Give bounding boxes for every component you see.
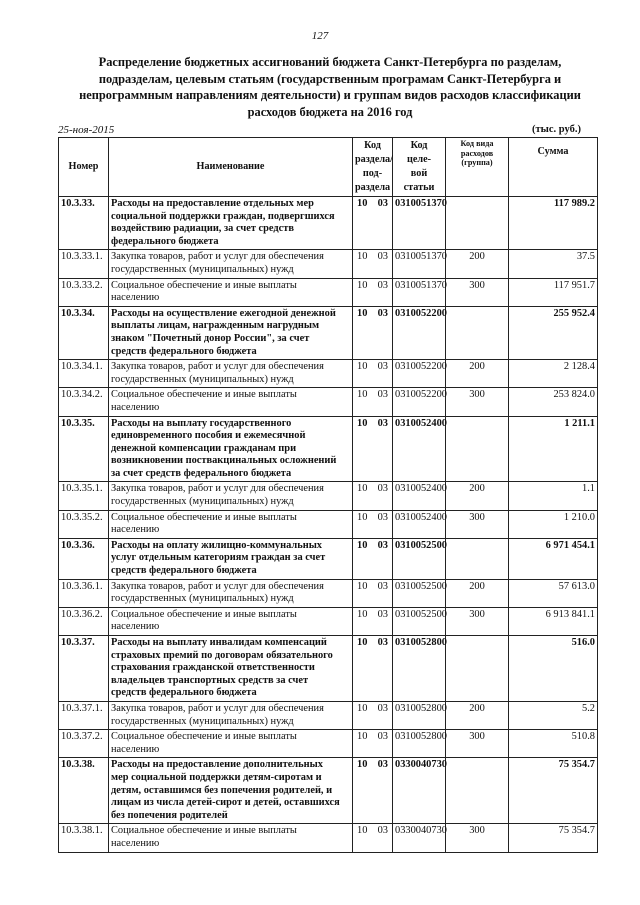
row-section-code [353,701,393,729]
row-name [109,538,353,579]
table-row [59,510,598,538]
section-code: 10 [357,198,368,209]
row-number: 10.3.33. [59,197,109,250]
row-section-code [353,388,393,416]
section-code: 10 [357,307,368,319]
row-expense-type-code [446,538,509,579]
subsection-code: 03 [377,483,388,495]
row-amount: 75 354.7 [509,824,598,852]
row-name-line: государственных (муниципальных) нужд [111,263,294,275]
row-section-code [353,607,393,635]
row-amount: 1.1 [509,482,598,510]
row-name-line: Расходы на предоставление отдельных мер [111,198,314,209]
row-number: 10.3.35.2. [59,510,109,538]
row-name-line: детям, оставшимся без попечения родителей, и [111,784,333,796]
title-line: подразделам, целевым статьям (государственным програмам Санкт-Петербурга и [98,71,562,86]
row-name-line: населению [111,401,160,413]
row-name-line: Расходы на осуществление ежегодной денежной [111,307,336,319]
subsection-code: 03 [377,702,388,714]
row-section-code [353,416,393,482]
row-name [109,701,353,729]
header-name: Наименование [109,138,353,197]
row-expense-type-code: 200 [446,579,509,607]
row-name [109,482,353,510]
header-article-code: Код целе- вой статьи [393,138,446,197]
row-name-line: выплаты лицам, награжденным нагрудным [111,320,320,332]
units-label: (тыс. руб.) [532,124,581,135]
row-name-line: Расходы на оплату жилищно-коммунальных [111,539,322,551]
row-section-code [353,250,393,278]
row-article-code: 0310052400 [393,510,446,538]
row-number: 10.3.37. [59,636,109,702]
row-section-code [353,197,393,250]
row-name [109,306,353,359]
subsection-code: 03 [377,580,388,592]
section-code: 10 [357,702,368,714]
row-article-code: 0310052200 [393,360,446,388]
subsection-code: 03 [377,198,388,209]
section-code: 10 [357,417,368,429]
row-name-line: денежной компенсации гражданам при [111,442,297,454]
row-expense-type-code [446,306,509,359]
subsection-code: 03 [377,608,388,620]
subsection-code: 03 [377,279,388,291]
subsection-code: 03 [377,539,388,551]
row-section-code [353,730,393,758]
row-amount: 1 211.1 [509,416,598,482]
row-expense-type-code [446,416,509,482]
row-name-line: Закупка товаров, работ и услуг для обеспечения [111,702,324,714]
row-name-line: населению [111,292,160,304]
row-section-code [353,482,393,510]
table-row [59,730,598,758]
row-amount: 2 128.4 [509,360,598,388]
section-code: 10 [357,483,368,495]
report-date: 25-ноя-2015 [58,124,115,136]
row-article-code: 0310052500 [393,579,446,607]
row-article-code: 0310052800 [393,730,446,758]
row-name-line: знаком "Почетный донор России", за счет [111,332,310,344]
section-code: 10 [357,279,368,291]
row-section-code [353,278,393,306]
row-name [109,416,353,482]
row-name-line: населению [111,524,160,536]
row-name-line: средств федерального бюджета [111,687,257,699]
subsection-code: 03 [377,417,388,429]
row-amount: 510.8 [509,730,598,758]
budget-table [58,137,598,853]
row-section-code [353,824,393,852]
row-expense-type-code: 300 [446,607,509,635]
subsection-code: 03 [377,637,388,648]
row-number: 10.3.35. [59,416,109,482]
row-name-line: Социальное обеспечение и иные выплаты [111,279,297,291]
table-row [59,636,598,702]
row-article-code: 0310051370 [393,250,446,278]
header-section-code: Код раздела/ под- раздела [353,138,393,197]
row-amount: 117 951.7 [509,278,598,306]
row-amount: 5.2 [509,701,598,729]
row-name-line: Расходы на выплату государственного [111,417,292,429]
row-name-line: владельцев транспортных средств за счет [111,674,309,686]
row-name [109,360,353,388]
row-name-line: Закупка товаров, работ и услуг для обеспечения [111,251,324,263]
row-name [109,607,353,635]
title-line: Распределение бюджетных ассигнований бюджета Санкт-Петербурга по разделам, [98,55,562,69]
row-name-line: государственных (муниципальных) нужд [111,373,294,385]
row-expense-type-code: 200 [446,250,509,278]
row-name-line: Социальное обеспечение и иные выплаты [111,511,297,523]
row-name-line: Расходы на выплату инвалидам компенсаций [111,637,327,648]
row-amount: 75 354.7 [509,758,598,824]
subsection-code: 03 [377,825,388,837]
row-amount: 6 971 454.1 [509,538,598,579]
row-amount: 1 210.0 [509,510,598,538]
row-section-code [353,636,393,702]
section-code: 10 [357,731,368,743]
row-name [109,758,353,824]
row-name-line: населению [111,743,160,755]
row-name-line: федерального бюджета [111,235,219,247]
header-amount: Сумма [509,138,598,197]
row-amount: 6 913 841.1 [509,607,598,635]
row-name-line: средств федерального бюджета [111,565,257,577]
row-article-code: 0310052200 [393,388,446,416]
title-line: расходов бюджета на 2016 год [247,104,413,119]
row-article-code: 0330040730 [393,758,446,824]
row-name [109,510,353,538]
section-code: 10 [357,539,368,551]
row-expense-type-code: 200 [446,360,509,388]
row-number: 10.3.38.1. [59,824,109,852]
row-number: 10.3.37.1. [59,701,109,729]
row-article-code: 0310052500 [393,538,446,579]
row-name-line: государственных (муниципальных) нужд [111,715,294,727]
row-article-code: 0310052400 [393,416,446,482]
section-code: 10 [357,251,368,263]
row-section-code [353,758,393,824]
row-article-code: 0310052500 [393,607,446,635]
row-name [109,730,353,758]
row-article-code: 0310052800 [393,636,446,702]
row-article-code: 0310051370 [393,197,446,250]
table-row [59,360,598,388]
row-expense-type-code: 300 [446,824,509,852]
row-section-code [353,306,393,359]
row-name [109,278,353,306]
table-row [59,416,598,482]
section-code: 10 [357,389,368,401]
table-row [59,250,598,278]
row-number: 10.3.36.2. [59,607,109,635]
row-amount: 37.5 [509,250,598,278]
row-expense-type-code: 300 [446,510,509,538]
row-name-line: государственных (муниципальных) нужд [111,496,294,508]
section-code: 10 [357,361,368,373]
row-section-code [353,538,393,579]
row-name [109,824,353,852]
row-amount: 253 824.0 [509,388,598,416]
row-article-code: 0310052800 [393,701,446,729]
row-number: 10.3.37.2. [59,730,109,758]
row-name [109,250,353,278]
row-article-code: 0330040730 [393,824,446,852]
row-number: 10.3.34. [59,306,109,359]
row-name-line: страховых премий по договорам обязательного [111,649,333,661]
table-row [59,278,598,306]
row-name [109,579,353,607]
row-name-line: Закупка товаров, работ и услуг для обеспечения [111,361,324,373]
row-number: 10.3.34.2. [59,388,109,416]
row-amount: 57 613.0 [509,579,598,607]
row-number: 10.3.38. [59,758,109,824]
table-row [59,482,598,510]
row-section-code [353,510,393,538]
row-name [109,197,353,250]
row-name-line: Социальное обеспечение и иные выплаты [111,731,297,743]
row-name-line: социальной поддержки граждан, подвергшихся [111,210,335,222]
table-row [59,197,598,250]
row-name-line: возникновении поствакцинальных осложнений [111,455,337,467]
title-line: непрограммным направлениям деятельности) и группам видов расходов классификации [79,88,581,102]
table-row [59,388,598,416]
row-name-line: средств федерального бюджета [111,345,257,357]
row-number: 10.3.34.1. [59,360,109,388]
row-name-line: Социальное обеспечение и иные выплаты [111,608,297,620]
row-expense-type-code: 300 [446,730,509,758]
row-name-line: мер социальной поддержки детям-сиротам и [111,771,322,783]
subsection-code: 03 [377,307,388,319]
row-name-line: Социальное обеспечение и иные выплаты [111,389,297,401]
row-number: 10.3.36. [59,538,109,579]
row-name-line: страхования гражданской ответственности [111,662,315,674]
table-row [59,758,598,824]
subsection-code: 03 [377,759,388,771]
row-name-line: Закупка товаров, работ и услуг для обеспечения [111,580,324,592]
table-row [59,824,598,852]
row-number: 10.3.33.2. [59,278,109,306]
table-row [59,538,598,579]
row-number: 10.3.33.1. [59,250,109,278]
row-name-line: за счет средств федерального бюджета [111,467,292,479]
section-code: 10 [357,637,368,648]
table-row [59,607,598,635]
table-header-row [59,138,598,197]
subsection-code: 03 [377,511,388,523]
row-article-code: 0310052200 [393,306,446,359]
row-amount: 516.0 [509,636,598,702]
row-name-line: населению [111,621,160,633]
row-name-line: услуг отдельным категориям граждан за счет [111,552,326,564]
row-name-line: без попечения родителей [111,809,228,821]
section-code: 10 [357,825,368,837]
row-expense-type-code [446,197,509,250]
subsection-code: 03 [377,361,388,373]
table-row [59,701,598,729]
row-section-code [353,360,393,388]
row-name-line: воздействию радиации, за счет средств [111,223,294,235]
table-row [59,306,598,359]
row-name [109,636,353,702]
row-article-code: 0310051370 [393,278,446,306]
row-section-code [353,579,393,607]
page-number: 127 [311,30,329,42]
row-number: 10.3.36.1. [59,579,109,607]
section-code: 10 [357,511,368,523]
row-article-code: 0310052400 [393,482,446,510]
header-number: Номер [59,138,109,197]
row-expense-type-code: 300 [446,388,509,416]
row-name-line: государственных (муниципальных) нужд [111,593,294,605]
row-name-line: Расходы на предоставление дополнительных [111,759,323,771]
row-expense-type-code: 300 [446,278,509,306]
row-name-line: Закупка товаров, работ и услуг для обеспечения [111,483,324,495]
row-name-line: населению [111,837,160,849]
row-amount: 255 952.4 [509,306,598,359]
row-amount: 117 989.2 [509,197,598,250]
section-code: 10 [357,759,368,771]
row-name-line: Социальное обеспечение и иные выплаты [111,825,297,837]
row-name-line: лицам из числа детей-сирот и детей, оставшихся [111,797,340,809]
subsection-code: 03 [377,389,388,401]
table-row [59,579,598,607]
section-code: 10 [357,608,368,620]
subsection-code: 03 [377,731,388,743]
row-expense-type-code [446,758,509,824]
row-expense-type-code: 200 [446,482,509,510]
row-name [109,388,353,416]
row-expense-type-code: 200 [446,701,509,729]
row-name-line: единовременного пособия и ежемесячной [111,430,306,442]
row-expense-type-code [446,636,509,702]
row-number: 10.3.35.1. [59,482,109,510]
subsection-code: 03 [377,251,388,263]
header-expense-type-code: Код вида расходов (группа) [446,138,509,197]
section-code: 10 [357,580,368,592]
document-title [60,54,600,120]
